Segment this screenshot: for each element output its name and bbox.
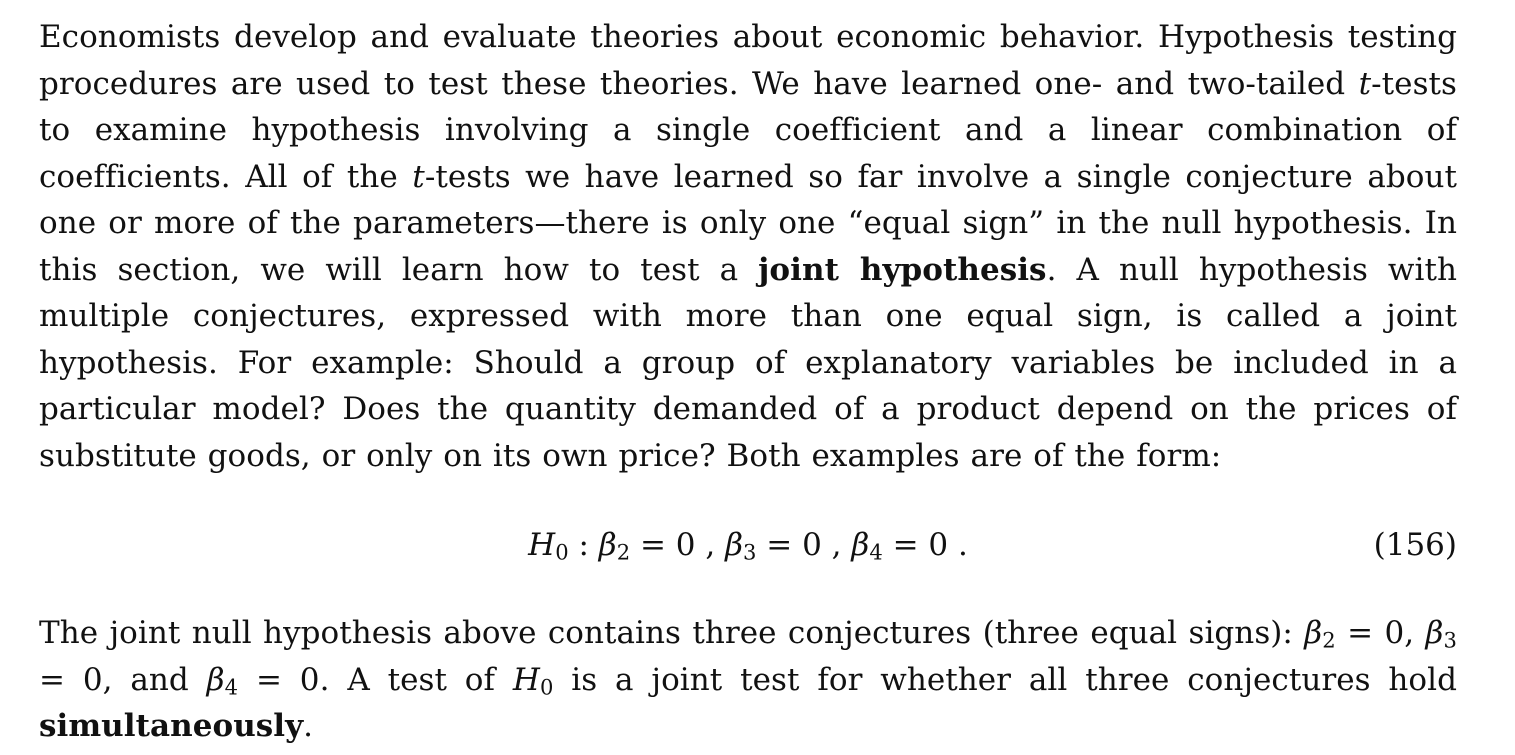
eq-beta: β — [598, 527, 617, 563]
text-span: -tests to examine hypothesis involving a single coefficient and a linear combination of coefficients. All of the — [39, 65, 1457, 195]
beta-subscript: 4 — [224, 674, 239, 700]
eq-term: = 0 , — [756, 527, 852, 563]
text-span: . A null hypothesis with multiple conjectures, expressed with more than one equal sign, is called a joint hypothesis. For example: Should a group of explanatory variables be included in a particular model? Does the quantity demanded of a product depend on the prices of substitute goods, or only on its own price? Both examples are of the form: — [39, 251, 1457, 474]
beta-subscript: 3 — [1443, 627, 1457, 653]
bold-term-simultaneously: simultaneously — [39, 708, 304, 744]
text-span: The joint null hypothesis above contains three conjectures (three equal signs): — [39, 615, 1305, 651]
text-span: = 0, and — [39, 661, 207, 698]
beta-subscript: 2 — [1322, 627, 1336, 653]
text-span: = 0. A test of — [238, 661, 513, 698]
explanation-paragraph — [39, 610, 1457, 750]
equation-number: (156) — [1373, 527, 1457, 563]
text-span: = 0, — [1335, 615, 1426, 651]
eq-beta-subscript: 2 — [616, 539, 631, 565]
bold-term-joint-hypothesis: joint hypothesis — [758, 251, 1047, 288]
t-symbol: t — [1358, 65, 1372, 102]
beta-symbol: β — [206, 661, 225, 698]
eq-term: = 0 . — [882, 527, 968, 563]
intro-paragraph — [39, 14, 1457, 479]
eq-colon: : — [568, 527, 599, 563]
eq-beta: β — [725, 527, 743, 563]
eq-h-subscript: 0 — [555, 539, 569, 565]
eq-beta-subscript: 3 — [743, 539, 757, 565]
document-page — [39, 14, 1457, 750]
h-subscript: 0 — [539, 674, 554, 700]
text-span: -tests we have learned so far involve a single conjecture about one or more of the parameters—there is only one “equal sign” in the null hypothesis. In this section, we will learn how to test a — [39, 158, 1457, 288]
eq-term: = 0 , — [630, 527, 726, 563]
eq-beta-subscript: 4 — [869, 539, 883, 565]
eq-beta: β — [851, 527, 870, 563]
beta-symbol: β — [1304, 615, 1323, 651]
text-span: Economists develop and evaluate theories about economic behavior. Hypothesis testing procedures are used to test these theories. We have learned one- and two-tailed — [39, 19, 1457, 102]
t-symbol: t — [412, 158, 425, 195]
text-span: is a joint test for whether all three conjectures hold — [553, 661, 1457, 698]
null-hypothesis-equation — [39, 522, 1457, 568]
equation-block — [39, 514, 1457, 584]
beta-symbol: β — [1425, 615, 1444, 651]
h-symbol: H — [512, 661, 540, 698]
text-span: . — [303, 708, 314, 744]
eq-h: H — [528, 527, 556, 563]
